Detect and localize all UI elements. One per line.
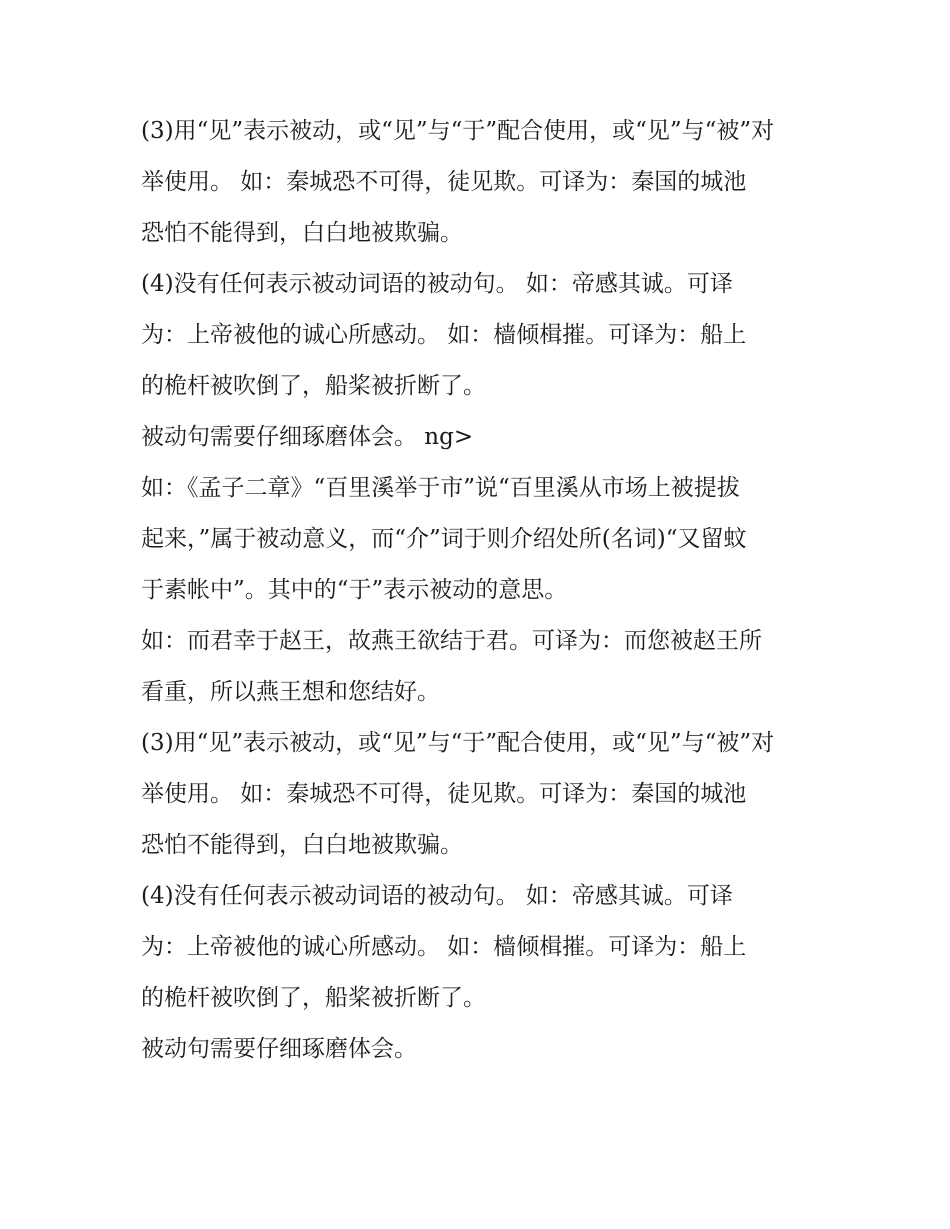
text-line: 被动句需要仔细琢磨体会。 ng> <box>141 424 474 450</box>
text-line: 举使用。 如：秦城恐不可得，徒见欺。可译为：秦国的城池 <box>141 781 747 807</box>
text-line: (3)用“见”表示被动，或“见”与“于”配合使用，或“见”与“被”对 <box>141 730 775 756</box>
text-line: 恐怕不能得到，白白地被欺骗。 <box>141 220 463 246</box>
text-line: 如：而君幸于赵王，故燕王欲结于君。可译为：而您被赵王所 <box>141 628 762 654</box>
text-line: (4)没有任何表示被动词语的被动句。 如：帝感其诚。可译 <box>141 883 733 909</box>
text-line: 被动句需要仔细琢磨体会。 <box>141 1036 417 1062</box>
text-line: 为：上帝被他的诚心所感动。 如：樯倾楫摧。可译为：船上 <box>141 934 747 960</box>
text-line: 的桅杆被吹倒了，船桨被折断了。 <box>141 985 486 1011</box>
text-line: 于素帐中”。其中的“于”表示被动的意思。 <box>141 577 568 603</box>
document-body <box>141 106 821 1075</box>
text-line: (4)没有任何表示被动词语的被动句。 如：帝感其诚。可译 <box>141 271 733 297</box>
text-line: 看重，所以燕王想和您结好。 <box>141 679 440 705</box>
text-line: 举使用。 如：秦城恐不可得，徒见欺。可译为：秦国的城池 <box>141 169 747 195</box>
text-line: 起来，”属于被动意义，而“介”词于则介绍处所(名词)“又留蚊 <box>141 526 747 552</box>
text-line: 如：《孟子二章》“百里溪举于市”说“百里溪从市场上被提拔 <box>141 475 740 501</box>
text-line: 的桅杆被吹倒了，船桨被折断了。 <box>141 373 486 399</box>
text-line: 为：上帝被他的诚心所感动。 如：樯倾楫摧。可译为：船上 <box>141 322 747 348</box>
text-line: 恐怕不能得到，白白地被欺骗。 <box>141 832 463 858</box>
text-line: (3)用“见”表示被动，或“见”与“于”配合使用，或“见”与“被”对 <box>141 118 775 144</box>
